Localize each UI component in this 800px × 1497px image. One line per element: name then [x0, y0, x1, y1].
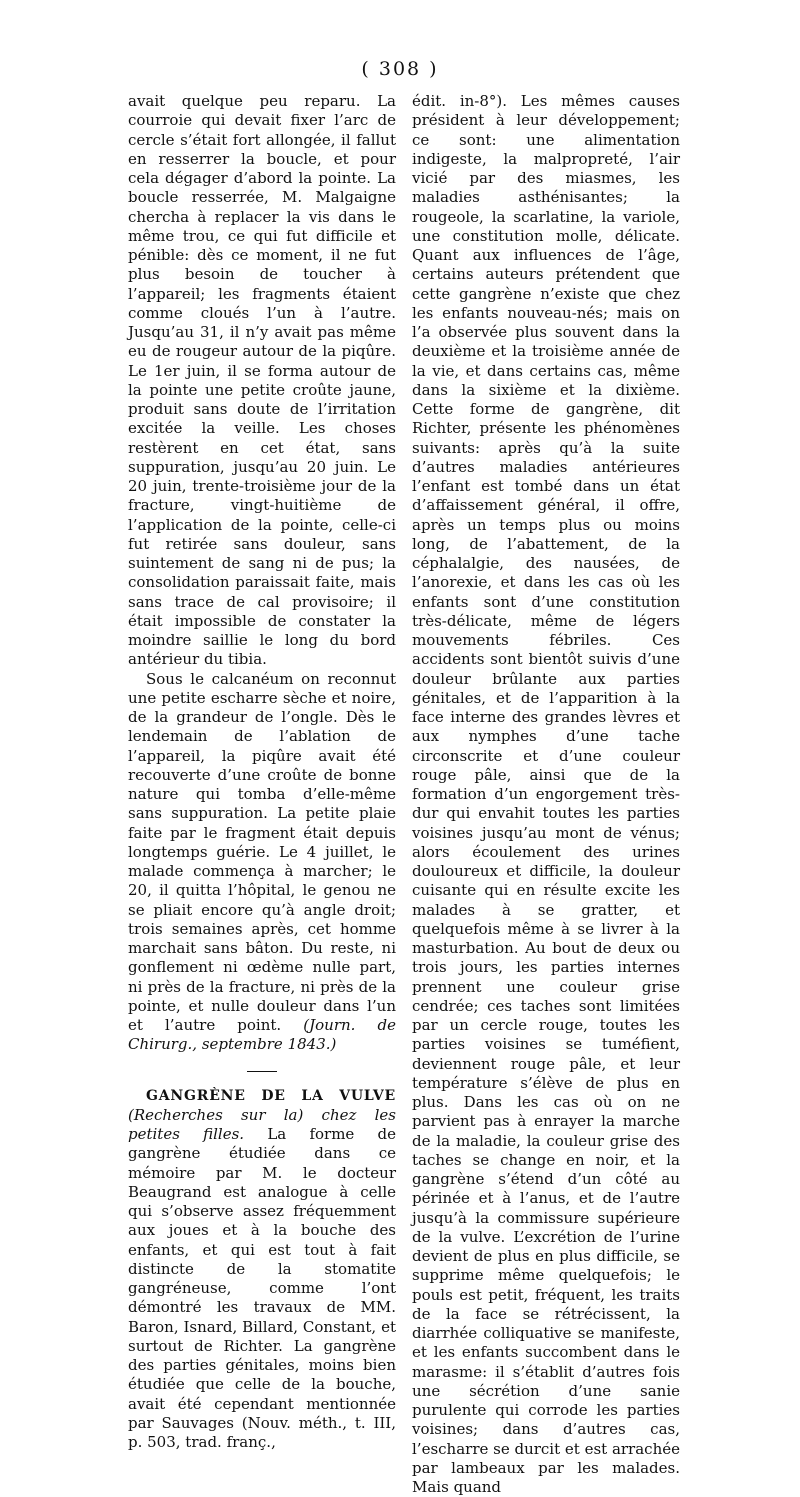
page-number: ( 308 ) [361, 58, 439, 80]
right-paragraph: édit. in-8°). Les mêmes causes président à leur développement; ce sont: une alimentation indigeste, la malpropreté, l’air vicié par des miasmes, les maladies asthénisantes; la rougeole, la scarlatine, la variole, une constitution molle, délicate. Quant aux influences de l’âge, certains auteurs prétendent que cette gangrène n’existe que chez les enfants nouveau-nés; mais on l’a observée plus souvent dans la deuxième et la troisième année de la vie, et dans certains cas, même dans la sixième et la dixième. Cette forme de gangrène, dit Richter, présente les phénomènes suivants: après qu’à la suite d’autres maladies antérieures l’enfant est tombé dans un état d’affaissement général, il offre, après un temps plus ou moins long, de l’abattement, de la céphalalgie, des nausées, de l’anorexie, et dans les cas où les enfants sont d’une constitution très-délicate, même de légers mouvements fébriles. Ces accidents sont bientôt suivis d’une douleur brûlante aux parties génitales, et de l’apparition à la face interne des grandes lèvres et aux nymphes d’une tache circonscrite et d’une couleur rouge pâle, ainsi que de la formation d’un engorgement très-dur qui envahit toutes les parties voisines jusqu’au mont de vénus; alors écoulement des urines douloureux et difficile, la douleur cuisante qui en résulte excite les malades à se gratter, et quelquefois même à se livrer à la masturbation. Au bout de deux ou trois jours, les parties internes prennent une couleur grise cendrée; ces taches sont limitées par un cercle rouge, toutes les parties voisines se tuméfient, deviennent rouge pâle, et leur température s’élève de plus en plus. Dans les cas où on ne parvient pas à enrayer la marche de la maladie, la couleur grise des taches se change en noir, et la gangrène s’étend d’un côté au périnée et à l’anus, et de l’autre jusqu’à la commissure supérieure de la vulve. L’excrétion de l’urine devient de plus en plus difficile, se supprime même quelquefois; le pouls est petit, fréquent, les traits de la face se rétrécissent, la diarrhée colliquative se manifeste, et les enfants succombent dans le marasme: il s’établit d’autres fois une sécrétion d’une sanie purulente qui corrode les parties voisines; dans d’autres cas, l’escharre se durcit et est arrachée par lambeaux par les malades. Mais quand [412, 92, 680, 1496]
article-intro: La forme de gangrène étudiée dans ce mémoire par M. le docteur Beaugrand est analogue à celle qui s’observe assez fréquemment aux joues et à la bouche des enfants, et qui est tout à fait distincte de la stomatite gangréneuse, comme l’ont démontré les travaux de MM. Baron, Isnard, Billard, Constant, et surtout de Richter. La gangrène des parties génitales, moins bien étudiée que celle de la bouche, avait été cependant mentionnée par Sauvages (Nouv. méth., t. III, p. 503, trad. franç., [128, 1125, 396, 1451]
section-divider [247, 1071, 277, 1072]
healing-text: Sous le calcanéum on reconnut une petite escharre sèche et noire, de la grandeur de l’ongle. Dès le lendemain de l’ablation de l’appareil, la piqûre avait été recouverte d’une croûte de bonne nature qui tomba d’elle-même sans suppuration. La petite plaie faite par le fragment était depuis longtemps guérie. Le 4 juillet, le malade commença à marcher; le 20, il quitta l’hôpital, le genou ne se pliait encore qu’à angle droit; trois semaines après, cet homme marchait sans bâton. Du reste, ni gonflement ni œdème nulle part, ni près de la fracture, ni près de la pointe, et nulle douleur dans l’un et l’autre point. [128, 669, 396, 1034]
left-paragraph-healing [128, 670, 396, 1055]
journal-reference: (Journ. de Chirurg., septembre 1843.) [128, 1016, 396, 1054]
article-subtitle: (Recherches sur la) chez les petites filles. [128, 1105, 396, 1143]
right-column [412, 92, 680, 1497]
left-column [128, 92, 396, 1452]
left-paragraph-continued: avait quelque peu reparu. La courroie qui devait fixer l’arc de cercle s’était fort allongée, il fallut en resserrer la boucle, et pour cela dégager d’abord la pointe. La boucle resserrée, M. Malgaigne chercha à replacer la vis dans le même trou, ce qui fut difficile et pénible: dès ce moment, il ne fut plus besoin de toucher à l’appareil; les fragments étaient comme cloués l’un à l’autre. Jusqu’au 31, il n’y avait pas même eu de rougeur autour de la piqûre. Le 1er juin, il se forma autour de la pointe une petite croûte jaune, produit sans doute de l’irritation excitée la veille. Les choses restèrent en cet état, sans suppuration, jusqu’au 20 juin. Le 20 juin, trente-troisième jour de la fracture, vingt-huitième de l’application de la pointe, celle-ci fut retirée sans douleur, sans suintement de sang ni de pus; la consolidation paraissait faite, mais sans trace de cal provisoire; il était impossible de constater la moindre saillie le long du bord antérieur du tibia. [128, 92, 396, 669]
article-title: GANGRÈNE DE LA VULVE [146, 1087, 396, 1104]
article-vulva [128, 1086, 396, 1453]
